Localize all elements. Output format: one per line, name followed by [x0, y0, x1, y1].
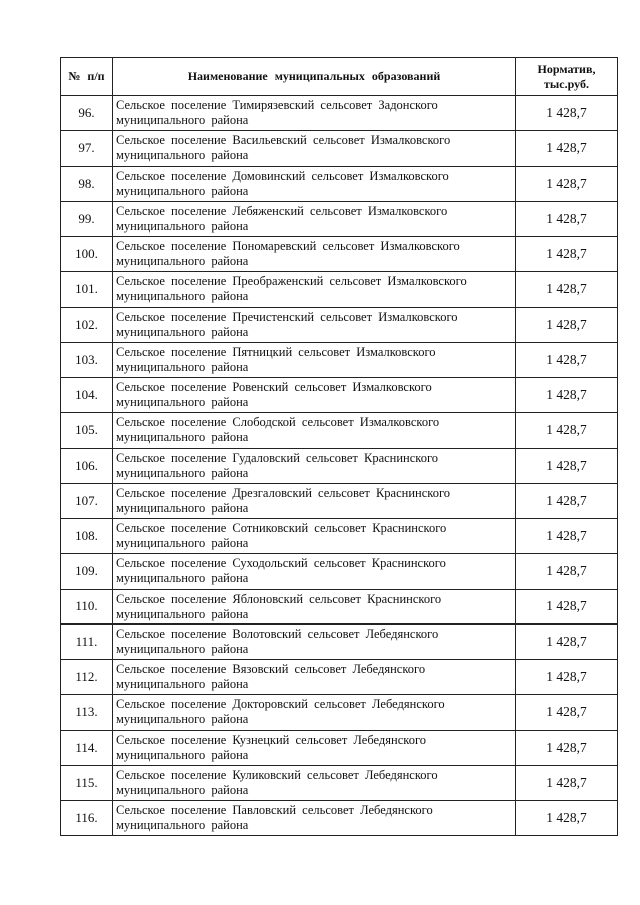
row-number: 96. [61, 96, 113, 131]
row-name: Сельское поселение Пономаревский сельсовет Измалковского муниципального района [113, 237, 516, 272]
row-number: 105. [61, 413, 113, 448]
row-name: Сельское поселение Яблоновский сельсовет Краснинского муниципального района [113, 589, 516, 624]
row-number: 108. [61, 519, 113, 554]
row-number: 102. [61, 307, 113, 342]
row-name: Сельское поселение Суходольский сельсовет Краснинского муниципального района [113, 554, 516, 589]
table-row [61, 378, 618, 413]
table-row [61, 765, 618, 800]
row-value: 1 428,7 [516, 237, 618, 272]
table-header-row [61, 58, 618, 96]
row-name: Сельское поселение Слободской сельсовет Измалковского муниципального района [113, 413, 516, 448]
row-name: Сельское поселение Куликовский сельсовет Лебедянского муниципального района [113, 765, 516, 800]
table-row [61, 801, 618, 836]
row-value: 1 428,7 [516, 201, 618, 236]
row-number: 107. [61, 483, 113, 518]
row-number: 106. [61, 448, 113, 483]
normative-table [60, 57, 618, 836]
row-name: Сельское поселение Пречистенский сельсовет Измалковского муниципального района [113, 307, 516, 342]
row-number: 111. [61, 624, 113, 659]
header-value: Норматив, тыс.руб. [516, 58, 618, 96]
table-row [61, 448, 618, 483]
table-row [61, 342, 618, 377]
table-row [61, 413, 618, 448]
row-value: 1 428,7 [516, 413, 618, 448]
row-number: 98. [61, 166, 113, 201]
row-name: Сельское поселение Докторовский сельсовет Лебедянского муниципального района [113, 695, 516, 730]
row-name: Сельское поселение Лебяженский сельсовет Измалковского муниципального района [113, 201, 516, 236]
row-number: 114. [61, 730, 113, 765]
row-name: Сельское поселение Ровенский сельсовет Измалковского муниципального района [113, 378, 516, 413]
row-name: Сельское поселение Васильевский сельсовет Измалковского муниципального района [113, 131, 516, 166]
table-row [61, 272, 618, 307]
row-number: 100. [61, 237, 113, 272]
table-row [61, 307, 618, 342]
row-value: 1 428,7 [516, 448, 618, 483]
table-row [61, 695, 618, 730]
row-value: 1 428,7 [516, 96, 618, 131]
row-value: 1 428,7 [516, 765, 618, 800]
row-value: 1 428,7 [516, 624, 618, 659]
row-number: 113. [61, 695, 113, 730]
row-number: 115. [61, 765, 113, 800]
table-row [61, 624, 618, 659]
row-value: 1 428,7 [516, 272, 618, 307]
row-value: 1 428,7 [516, 589, 618, 624]
row-name: Сельское поселение Преображенский сельсовет Измалковского муниципального района [113, 272, 516, 307]
table-row [61, 483, 618, 518]
table-row [61, 237, 618, 272]
row-value: 1 428,7 [516, 483, 618, 518]
row-number: 112. [61, 660, 113, 695]
row-name: Сельское поселение Тимирязевский сельсовет Задонского муниципального района [113, 96, 516, 131]
table-row [61, 201, 618, 236]
row-number: 103. [61, 342, 113, 377]
row-value: 1 428,7 [516, 730, 618, 765]
row-value: 1 428,7 [516, 166, 618, 201]
row-name: Сельское поселение Гудаловский сельсовет Краснинского муниципального района [113, 448, 516, 483]
header-name: Наименование муниципальных образований [113, 58, 516, 96]
row-name: Сельское поселение Домовинский сельсовет Измалковского муниципального района [113, 166, 516, 201]
row-name: Сельское поселение Волотовский сельсовет Лебедянского муниципального района [113, 624, 516, 659]
row-value: 1 428,7 [516, 378, 618, 413]
row-value: 1 428,7 [516, 307, 618, 342]
table-row [61, 166, 618, 201]
row-value: 1 428,7 [516, 660, 618, 695]
row-value: 1 428,7 [516, 519, 618, 554]
table-row [61, 660, 618, 695]
table-row [61, 589, 618, 624]
header-number: № п/п [61, 58, 113, 96]
table-row [61, 519, 618, 554]
row-number: 101. [61, 272, 113, 307]
row-name: Сельское поселение Павловский сельсовет Лебедянского муниципального района [113, 801, 516, 836]
table-row [61, 131, 618, 166]
row-number: 109. [61, 554, 113, 589]
row-value: 1 428,7 [516, 131, 618, 166]
row-number: 104. [61, 378, 113, 413]
row-name: Сельское поселение Дрезгаловский сельсовет Краснинского муниципального района [113, 483, 516, 518]
row-value: 1 428,7 [516, 801, 618, 836]
row-number: 97. [61, 131, 113, 166]
table-row [61, 96, 618, 131]
row-name: Сельское поселение Сотниковский сельсовет Краснинского муниципального района [113, 519, 516, 554]
row-number: 116. [61, 801, 113, 836]
row-value: 1 428,7 [516, 342, 618, 377]
row-value: 1 428,7 [516, 554, 618, 589]
row-value: 1 428,7 [516, 695, 618, 730]
row-number: 99. [61, 201, 113, 236]
table-row [61, 554, 618, 589]
table-row [61, 730, 618, 765]
row-name: Сельское поселение Вязовский сельсовет Лебедянского муниципального района [113, 660, 516, 695]
row-name: Сельское поселение Кузнецкий сельсовет Лебедянского муниципального района [113, 730, 516, 765]
row-name: Сельское поселение Пятницкий сельсовет Измалковского муниципального района [113, 342, 516, 377]
row-number: 110. [61, 589, 113, 624]
